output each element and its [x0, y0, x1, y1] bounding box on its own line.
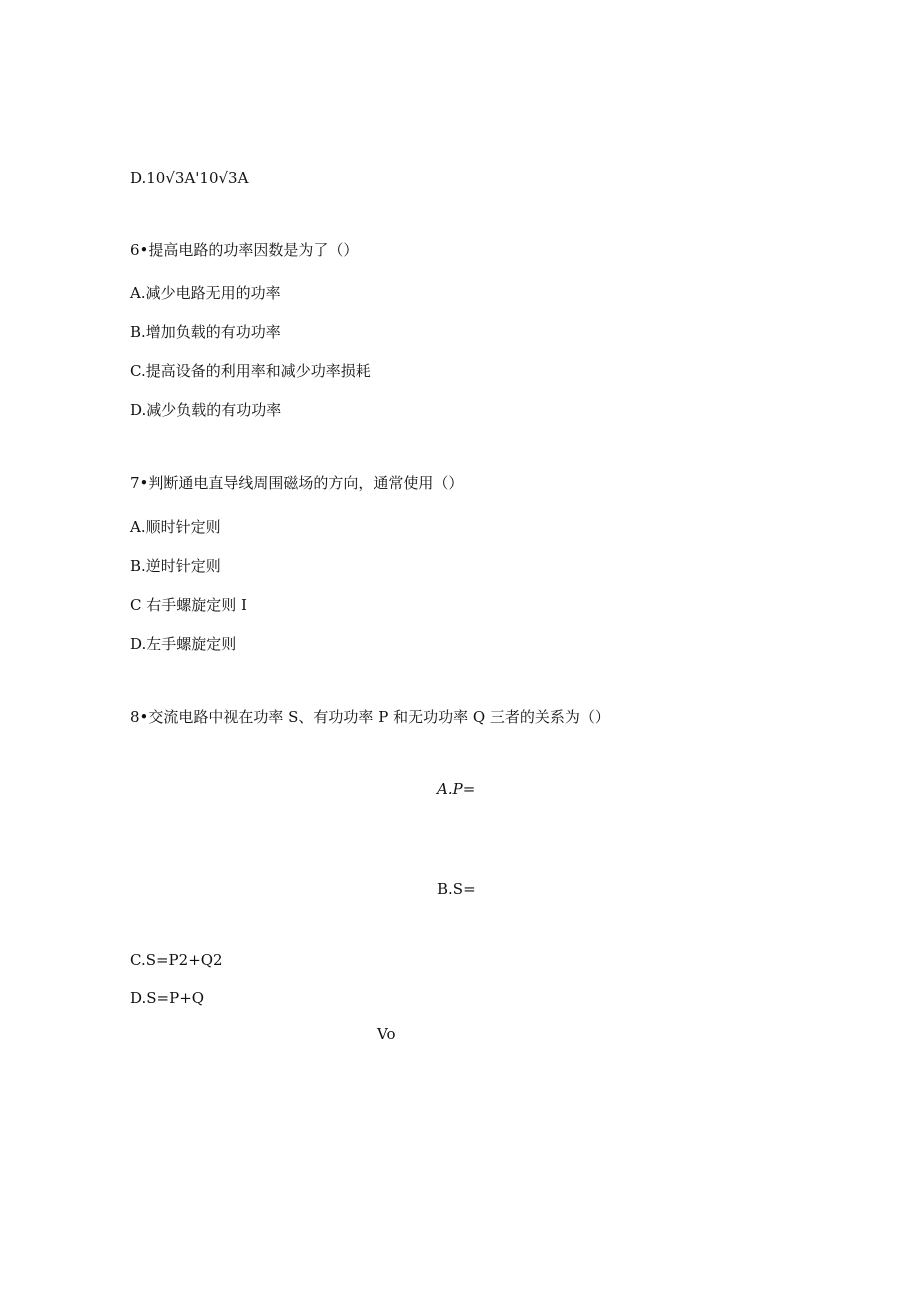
q7-option-a: A.顺时针定则	[130, 518, 221, 536]
q6-option-d: D.减少负载的有功功率	[130, 401, 282, 419]
q7-stem: 7•判断通电直导线周围磁场的方向，通常使用（）	[130, 474, 464, 492]
q6-option-c: C.提高设备的利用率和减少功率损耗	[130, 362, 371, 380]
q6-option-a: A.减少电路无用的功率	[130, 284, 281, 302]
q5-option-d: D.10√3A'10√3A	[130, 169, 249, 187]
q8-option-d: D.S=P+Q	[130, 989, 205, 1007]
q7-option-b: B.逆时针定则	[130, 557, 221, 575]
q7-option-d: D.左手螺旋定则	[130, 635, 237, 653]
footer-fragment: Vo	[377, 1025, 396, 1043]
q6-stem: 6•提高电路的功率因数是为了（）	[130, 241, 359, 259]
q6-option-b: B.增加负载的有功功率	[130, 323, 281, 341]
q8-stem: 8•交流电路中视在功率 S、有功功率 P 和无功功率 Q 三者的关系为（）	[130, 708, 610, 726]
q8-option-a: A.P=	[437, 780, 476, 798]
q7-option-c: C 右手螺旋定则 I	[130, 596, 247, 614]
q8-option-b: B.S=	[437, 880, 476, 898]
q8-option-c: C.S=P2+Q2	[130, 951, 223, 969]
